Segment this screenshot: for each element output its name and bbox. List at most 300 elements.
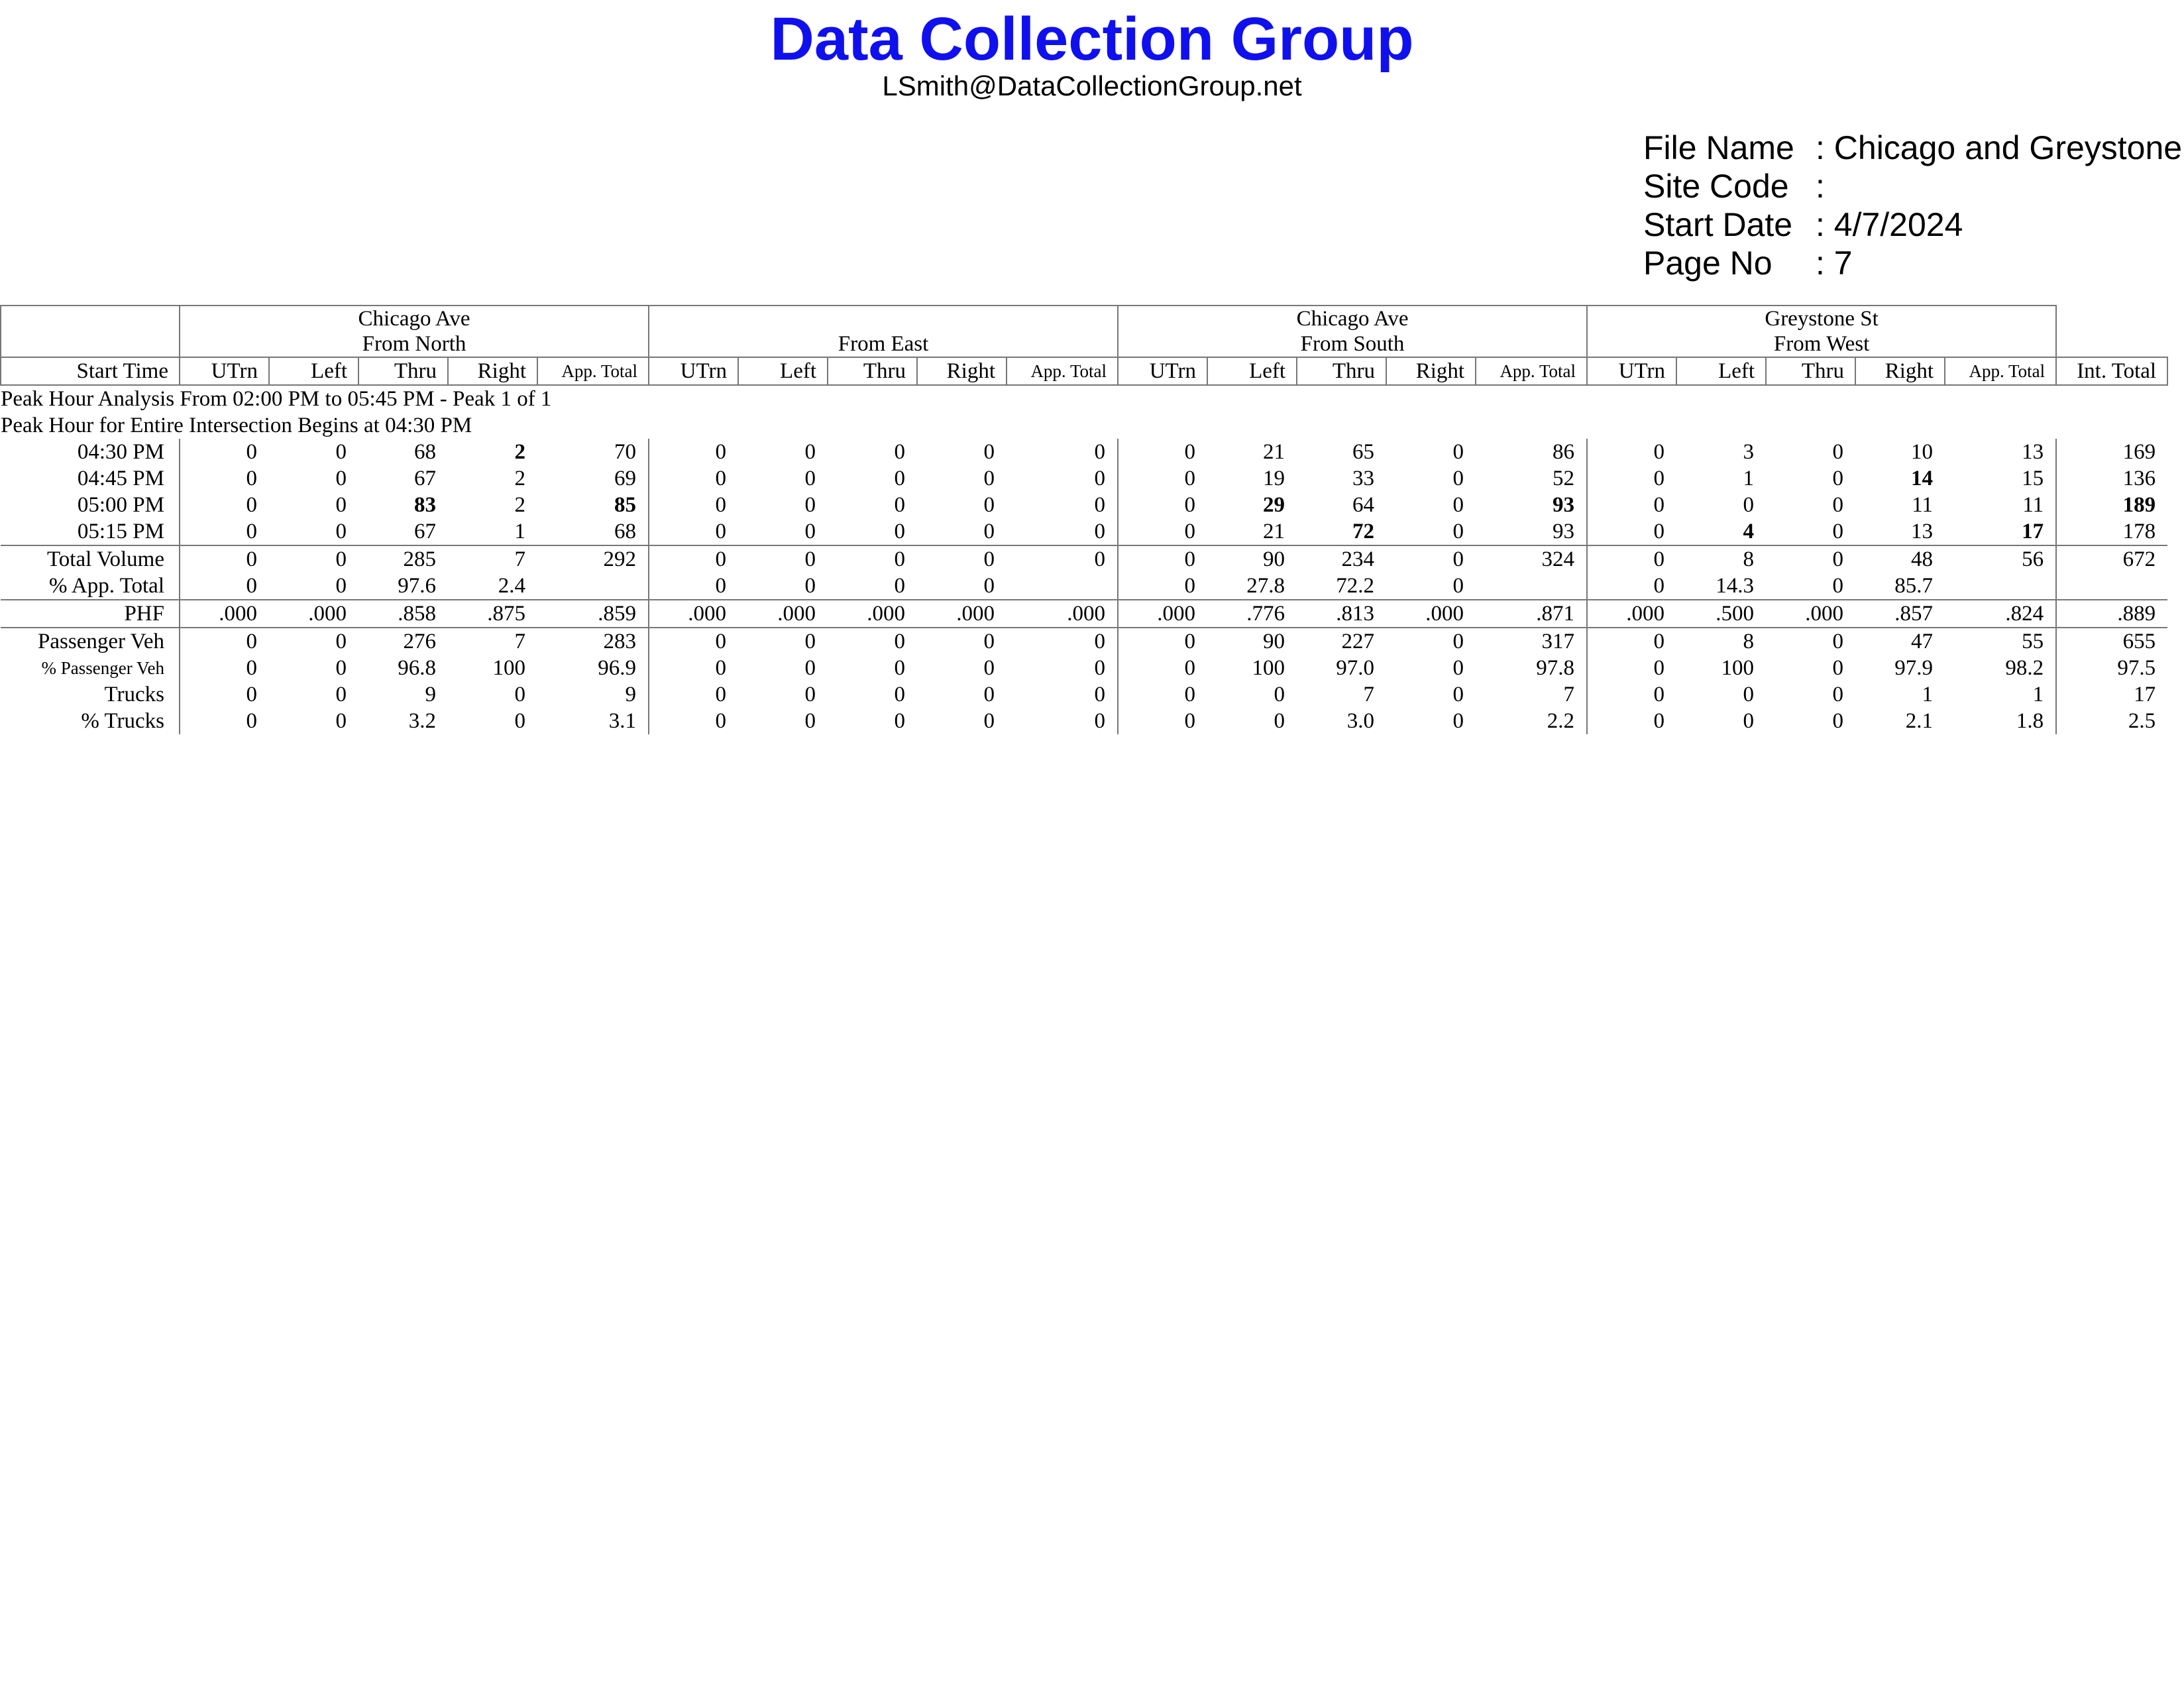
cell-value: 0 xyxy=(983,440,995,464)
cell-value: 55 xyxy=(1945,628,2056,655)
cell-value: 1 xyxy=(514,520,525,543)
cell-value: 0 xyxy=(1118,439,1207,465)
col-header-north-thru: Thru xyxy=(358,357,448,385)
cell-value: 3.0 xyxy=(1346,709,1375,733)
col-header-south-thru: Thru xyxy=(1297,357,1386,385)
cell-value: 0 xyxy=(1587,518,1676,545)
cell-value: 19 xyxy=(1263,467,1285,490)
cell-value: 100 xyxy=(1721,656,1755,680)
cell-value: 85 xyxy=(614,493,636,517)
cell-value: 0 xyxy=(1118,655,1207,681)
cell-value: 0 xyxy=(894,683,905,706)
cell-value: 0 xyxy=(1452,574,1464,598)
cell-value: .000 xyxy=(1118,600,1207,628)
cell-value: 3.2 xyxy=(408,709,436,733)
header-int-spacer xyxy=(2056,306,2167,331)
cell-value: 0 xyxy=(1587,573,1676,600)
cell-value: 72 xyxy=(1352,520,1375,543)
row-label: 04:30 PM xyxy=(77,440,164,464)
turning-movement-table xyxy=(0,305,2168,734)
cell-value: 97.6 xyxy=(398,574,436,598)
cell-value: 227 xyxy=(1297,628,1386,655)
cell-value: 11 xyxy=(2022,493,2044,517)
cell-value: 0 xyxy=(335,467,347,490)
cell-value: 0 xyxy=(649,628,738,655)
cell-value: 0 xyxy=(1743,709,1755,733)
cell-value: 0 xyxy=(983,493,995,517)
cell-value: 276 xyxy=(358,628,448,655)
table-row xyxy=(1,518,2167,545)
table-row xyxy=(1,439,2167,465)
cell-value: 0 xyxy=(180,465,269,492)
cell-value: 29 xyxy=(1263,493,1285,517)
cell-value: 0 xyxy=(894,440,905,464)
cell-value: .000 xyxy=(269,600,358,628)
cell-value: 21 xyxy=(1263,520,1285,543)
cell-value: 14.3 xyxy=(1716,574,1755,598)
site-code-label: Site Code xyxy=(1643,168,1789,205)
col-header-north-left: Left xyxy=(269,357,358,385)
cell-value: 0 xyxy=(804,683,816,706)
cell-value: 0 xyxy=(1587,545,1676,573)
cell-value: 15 xyxy=(2022,467,2044,490)
cell-value: 97.8 xyxy=(1536,656,1575,680)
approach-west-street: Greystone St xyxy=(1587,306,2056,331)
cell-value: 672 xyxy=(2056,545,2167,573)
cell-value: 0 xyxy=(1452,467,1464,490)
cell-value: 0 xyxy=(983,709,995,733)
cell-value: 0 xyxy=(180,518,269,545)
cell-value: .871 xyxy=(1476,600,1587,628)
cell-value: 14 xyxy=(1911,467,1934,490)
cell-value: 0 xyxy=(1274,709,1285,733)
cell-value: 0 xyxy=(1118,708,1207,734)
cell-value: 93 xyxy=(1553,493,1575,517)
cell-value: 0 xyxy=(1118,518,1207,545)
cell-value: 17 xyxy=(2056,681,2167,708)
cell-value: 0 xyxy=(804,467,816,490)
approach-north-direction: From North xyxy=(180,331,649,357)
cell-value: 0 xyxy=(180,545,269,573)
cell-value: 0 xyxy=(1386,545,1476,573)
col-header-west-thru: Thru xyxy=(1766,357,1855,385)
cell-value: 169 xyxy=(2056,439,2167,465)
cell-value: 0 xyxy=(1832,493,1844,517)
cell-value: 0 xyxy=(180,708,269,734)
peak-hour-note: Peak Hour for Entire Intersection Begins at 04:30 PM xyxy=(1,414,472,437)
cell-value: 48 xyxy=(1855,545,1945,573)
cell-value: 0 xyxy=(1118,465,1207,492)
table-row xyxy=(1,545,2167,573)
cell-value: .000 xyxy=(738,600,828,628)
cell-value: 0 xyxy=(1587,492,1676,518)
cell-value: 100 xyxy=(1252,656,1285,680)
cell-value: 8 xyxy=(1676,545,1766,573)
cell-value: 7 xyxy=(448,545,537,573)
cell-value: 285 xyxy=(358,545,448,573)
cell-value: .857 xyxy=(1855,600,1945,628)
cell-value: 0 xyxy=(1094,683,1106,706)
cell-value: .000 xyxy=(828,600,917,628)
cell-value: 0 xyxy=(1094,493,1106,517)
cell-value: 0 xyxy=(335,683,347,706)
cell-value: 0 xyxy=(804,709,816,733)
cell-value: 0 xyxy=(804,520,816,543)
cell-value: 0 xyxy=(180,628,269,655)
cell-value: 68 xyxy=(614,520,636,543)
site-code-value: : xyxy=(1816,168,1825,205)
cell-value: .500 xyxy=(1676,600,1766,628)
cell-value: 0 xyxy=(649,681,738,708)
cell-value: 0 xyxy=(983,520,995,543)
cell-value: 0 xyxy=(269,545,358,573)
cell-value: 0 xyxy=(1094,520,1106,543)
cell-value: 0 xyxy=(1832,709,1844,733)
cell-value: 0 xyxy=(1832,467,1844,490)
cell-value: 13 xyxy=(1911,520,1934,543)
cell-value: .000 xyxy=(1386,600,1476,628)
cell-value: 96.8 xyxy=(398,656,436,680)
col-header-east-thru: Thru xyxy=(828,357,917,385)
cell-value: 0 xyxy=(1832,656,1844,680)
cell-value: 0 xyxy=(649,518,738,545)
cell-value: 0 xyxy=(180,439,269,465)
cell-value: 0 xyxy=(1832,520,1844,543)
table-row xyxy=(1,655,2167,681)
cell-value: 10 xyxy=(1911,440,1934,464)
cell-value: 85.7 xyxy=(1894,574,1934,598)
cell-value: .000 xyxy=(180,600,269,628)
col-header-south-left: Left xyxy=(1207,357,1297,385)
col-header-north-right: Right xyxy=(448,357,537,385)
cell-value: 0 xyxy=(738,628,828,655)
cell-value: 655 xyxy=(2056,628,2167,655)
cell-value: 0 xyxy=(180,681,269,708)
table-row xyxy=(1,465,2167,492)
header-int-spacer-2 xyxy=(2056,331,2167,357)
peak-hour-note: Peak Hour Analysis From 02:00 PM to 05:45 PM - Peak 1 of 1 xyxy=(1,387,552,411)
cell-value: 17 xyxy=(2022,520,2044,543)
cell-value: 0 xyxy=(1587,439,1676,465)
cell-value: 0 xyxy=(804,656,816,680)
cell-value: 7 xyxy=(1363,683,1375,706)
cell-value: 100 xyxy=(492,656,525,680)
cell-value: 7 xyxy=(448,628,537,655)
cell-value: 0 xyxy=(1452,683,1464,706)
cell-value: 0 xyxy=(1118,628,1207,655)
cell-value: 90 xyxy=(1207,545,1297,573)
cell-value: 324 xyxy=(1476,545,1587,573)
cell-value: 0 xyxy=(983,574,995,598)
cell-value: .859 xyxy=(537,600,649,628)
cell-value: 0 xyxy=(1452,520,1464,543)
cell-value: 0 xyxy=(1452,440,1464,464)
cell-value: 86 xyxy=(1553,440,1575,464)
cell-value: 97.9 xyxy=(1894,656,1934,680)
cell-value: 0 xyxy=(649,573,738,600)
col-header-east-app-total: App. Total xyxy=(1007,357,1118,385)
cell-value: 2.4 xyxy=(498,574,525,598)
cell-value: 0 xyxy=(1587,628,1676,655)
cell-value: 52 xyxy=(1553,467,1575,490)
cell-value: 4 xyxy=(1743,520,1755,543)
cell-value: 0 xyxy=(180,492,269,518)
cell-value: 1.8 xyxy=(2016,709,2044,733)
cell-value: 0 xyxy=(1094,467,1106,490)
cell-value: 0 xyxy=(649,465,738,492)
cell-value: 0 xyxy=(1452,493,1464,517)
cell-value: .000 xyxy=(1007,600,1118,628)
row-label: % Trucks xyxy=(81,709,164,733)
table-row xyxy=(1,708,2167,734)
cell-value: 0 xyxy=(1743,493,1755,517)
col-header-start-time: Start Time xyxy=(1,357,180,385)
cell-value: 317 xyxy=(1476,628,1587,655)
cell-value: 0 xyxy=(894,520,905,543)
cell-value: 0 xyxy=(1587,681,1676,708)
cell-value: 0 xyxy=(828,545,917,573)
row-label: Passenger Veh xyxy=(1,628,180,655)
cell-value: 70 xyxy=(614,440,636,464)
page-number-value: : 7 xyxy=(1816,245,1853,282)
cell-value: 72.2 xyxy=(1336,574,1375,598)
cell-value: 0 xyxy=(1587,708,1676,734)
cell-value: 0 xyxy=(917,628,1007,655)
cell-value: 0 xyxy=(1274,683,1285,706)
cell-value: 0 xyxy=(1094,656,1106,680)
cell-value: 47 xyxy=(1855,628,1945,655)
cell-value: 97.0 xyxy=(1336,656,1375,680)
cell-value xyxy=(537,573,649,600)
cell-value xyxy=(1007,573,1118,600)
cell-value: 1 xyxy=(1922,683,1934,706)
contact-email: LSmith@DataCollectionGroup.net xyxy=(882,70,1302,101)
cell-value: 0 xyxy=(894,709,905,733)
cell-value: 0 xyxy=(335,440,347,464)
cell-value: 0 xyxy=(335,574,347,598)
table-row xyxy=(1,628,2167,655)
cell-value: 0 xyxy=(649,439,738,465)
cell-value: 33 xyxy=(1352,467,1375,490)
cell-value: 8 xyxy=(1676,628,1766,655)
approach-south-direction: From South xyxy=(1118,331,1587,357)
cell-value xyxy=(1476,573,1587,600)
cell-value: 69 xyxy=(614,467,636,490)
col-header-south-app-total: App. Total xyxy=(1476,357,1587,385)
cell-value: 0 xyxy=(894,493,905,517)
cell-value: 0 xyxy=(1452,656,1464,680)
col-header-west-left: Left xyxy=(1676,357,1766,385)
col-header-east-left: Left xyxy=(738,357,828,385)
cell-value: 0 xyxy=(649,545,738,573)
report-title: Data Collection Group xyxy=(770,5,1414,73)
cell-value: 0 xyxy=(983,656,995,680)
col-header-south-right: Right xyxy=(1386,357,1476,385)
cell-value: 0 xyxy=(804,493,816,517)
cell-value: 0 xyxy=(983,467,995,490)
col-header-west-app-total: App. Total xyxy=(1945,357,2056,385)
cell-value: .000 xyxy=(917,600,1007,628)
header-corner-2 xyxy=(1,331,180,357)
row-label: PHF xyxy=(1,600,180,628)
table-row xyxy=(1,681,2167,708)
table-row xyxy=(1,573,2167,600)
cell-value: 0 xyxy=(269,628,358,655)
start-date-label: Start Date xyxy=(1643,206,1793,243)
cell-value: .000 xyxy=(1587,600,1676,628)
cell-value: 234 xyxy=(1297,545,1386,573)
cell-value: 97.5 xyxy=(2056,655,2167,681)
cell-value: 0 xyxy=(180,573,269,600)
header-corner xyxy=(1,306,180,331)
cell-value: 56 xyxy=(1945,545,2056,573)
cell-value: 0 xyxy=(1587,465,1676,492)
cell-value: 0 xyxy=(983,683,995,706)
row-label: 05:15 PM xyxy=(77,520,164,543)
approach-east-street xyxy=(649,306,1118,331)
approach-west-direction: From West xyxy=(1587,331,2056,357)
cell-value: 0 xyxy=(514,709,525,733)
cell-value: 0 xyxy=(828,628,917,655)
cell-value: 0 xyxy=(1452,709,1464,733)
cell-value: 283 xyxy=(537,628,649,655)
cell-value: 2.5 xyxy=(2056,708,2167,734)
file-name-value: : Chicago and Greystone xyxy=(1816,129,2183,166)
cell-value: 9 xyxy=(625,683,636,706)
cell-value: 9 xyxy=(425,683,436,706)
cell-value: 0 xyxy=(1766,628,1855,655)
cell-value: 1 xyxy=(2032,683,2044,706)
cell-value: 21 xyxy=(1263,440,1285,464)
col-header-north-utrn: UTrn xyxy=(180,357,269,385)
cell-value: 0 xyxy=(1118,492,1207,518)
cell-value: 189 xyxy=(2056,492,2167,518)
cell-value: 0 xyxy=(894,467,905,490)
col-header-south-utrn: UTrn xyxy=(1118,357,1207,385)
cell-value: 3.1 xyxy=(608,709,636,733)
col-header-east-utrn: UTrn xyxy=(649,357,738,385)
cell-value: .000 xyxy=(1766,600,1855,628)
cell-value xyxy=(1945,573,2056,600)
cell-value: 83 xyxy=(414,493,436,517)
cell-value: 96.9 xyxy=(598,656,636,680)
approach-south-street: Chicago Ave xyxy=(1118,306,1587,331)
cell-value: 0 xyxy=(1007,545,1118,573)
cell-value: 0 xyxy=(1587,655,1676,681)
file-name-label: File Name xyxy=(1643,129,1794,166)
col-header-west-utrn: UTrn xyxy=(1587,357,1676,385)
cell-value: 0 xyxy=(335,493,347,517)
cell-value: 0 xyxy=(649,492,738,518)
cell-value: 7 xyxy=(1563,683,1575,706)
cell-value: 0 xyxy=(894,656,905,680)
cell-value: .889 xyxy=(2056,600,2167,628)
cell-value: 292 xyxy=(537,545,649,573)
row-label: Total Volume xyxy=(1,545,180,573)
table-row xyxy=(1,600,2167,628)
cell-value: 0 xyxy=(804,440,816,464)
cell-value: 178 xyxy=(2056,518,2167,545)
cell-value: 0 xyxy=(1118,545,1207,573)
cell-value: 0 xyxy=(649,708,738,734)
cell-value: 27.8 xyxy=(1246,574,1285,598)
col-header-int-total: Int. Total xyxy=(2056,357,2167,385)
cell-value: 0 xyxy=(649,655,738,681)
cell-value: 0 xyxy=(1832,574,1844,598)
cell-value: 0 xyxy=(335,656,347,680)
cell-value xyxy=(2056,573,2167,600)
cell-value: .824 xyxy=(1945,600,2056,628)
cell-value: 0 xyxy=(1007,628,1118,655)
cell-value: 0 xyxy=(180,655,269,681)
cell-value: 0 xyxy=(804,574,816,598)
cell-value: 90 xyxy=(1207,628,1297,655)
cell-value: 98.2 xyxy=(2005,656,2044,680)
cell-value: 0 xyxy=(335,520,347,543)
cell-value: 0 xyxy=(1832,440,1844,464)
cell-value: 0 xyxy=(738,545,828,573)
row-label: % Passenger Veh xyxy=(41,658,164,678)
row-label: Trucks xyxy=(104,683,164,706)
cell-value: 11 xyxy=(1912,493,1934,517)
cell-value: 2 xyxy=(514,467,525,490)
cell-value: 0 xyxy=(1094,440,1106,464)
approach-north-street: Chicago Ave xyxy=(180,306,649,331)
cell-value: 67 xyxy=(414,520,436,543)
cell-value: 0 xyxy=(1766,545,1855,573)
col-header-north-app-total: App. Total xyxy=(537,357,649,385)
cell-value: .858 xyxy=(358,600,448,628)
cell-value: 0 xyxy=(514,683,525,706)
col-header-east-right: Right xyxy=(917,357,1007,385)
cell-value: 0 xyxy=(1118,681,1207,708)
cell-value: 0 xyxy=(1743,683,1755,706)
row-label: 05:00 PM xyxy=(77,493,164,517)
page-number-label: Page No xyxy=(1643,245,1773,282)
col-header-west-right: Right xyxy=(1855,357,1945,385)
cell-value: .776 xyxy=(1207,600,1297,628)
cell-value: 0 xyxy=(894,574,905,598)
cell-value: 2 xyxy=(514,493,525,517)
cell-value: .875 xyxy=(448,600,537,628)
cell-value: .000 xyxy=(649,600,738,628)
table-row xyxy=(1,492,2167,518)
cell-value: 0 xyxy=(1118,573,1207,600)
start-date-value: : 4/7/2024 xyxy=(1816,206,1963,243)
cell-value: 0 xyxy=(1094,709,1106,733)
row-label: % App. Total xyxy=(49,574,164,598)
cell-value: 0 xyxy=(1832,683,1844,706)
cell-value: 65 xyxy=(1352,440,1375,464)
cell-value: 1 xyxy=(1743,467,1755,490)
cell-value: .813 xyxy=(1297,600,1386,628)
cell-value: 0 xyxy=(917,545,1007,573)
cell-value: 13 xyxy=(2022,440,2044,464)
cell-value: 64 xyxy=(1352,493,1375,517)
cell-value: 2.1 xyxy=(1905,709,1934,733)
cell-value: 3 xyxy=(1743,440,1755,464)
cell-value: 93 xyxy=(1553,520,1575,543)
cell-value: 67 xyxy=(414,467,436,490)
cell-value: 136 xyxy=(2056,465,2167,492)
cell-value: 0 xyxy=(1386,628,1476,655)
cell-value: 2 xyxy=(514,440,525,464)
approach-east-direction: From East xyxy=(649,331,1118,357)
cell-value: 0 xyxy=(335,709,347,733)
cell-value: 68 xyxy=(414,440,436,464)
cell-value: 2.2 xyxy=(1547,709,1575,733)
row-label: 04:45 PM xyxy=(77,467,164,490)
